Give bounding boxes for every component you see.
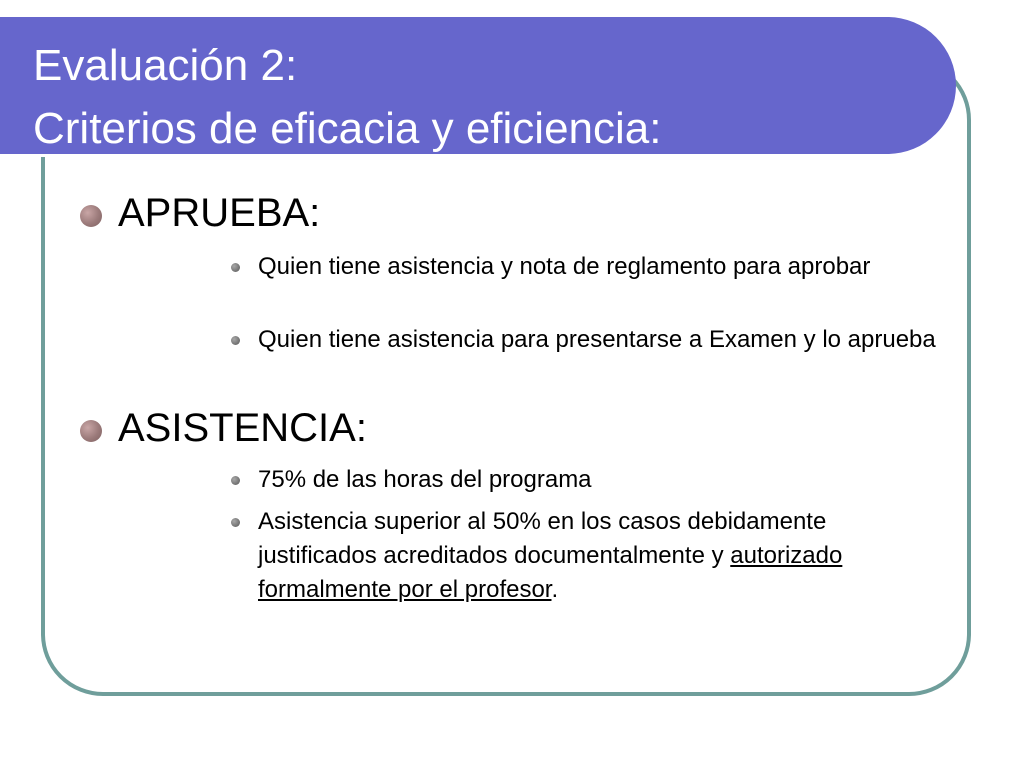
sub-bullet-icon [231, 476, 240, 485]
title-underline [0, 154, 905, 157]
bullet-icon [80, 420, 102, 442]
list-item-text-suffix: . [551, 576, 559, 603]
slide-title-line-2: Criterios de eficacia y eficiencia: [33, 104, 662, 153]
section-heading: APRUEBA: [118, 191, 321, 235]
list-item-text: 75% de las horas del programa [258, 466, 592, 493]
bullet-icon [80, 205, 102, 227]
sub-bullet-icon [231, 518, 240, 527]
list-item-text [258, 505, 938, 607]
list-item-text-prefix: Asistencia superior al 50% en los casos debidamente justificados acreditados documentalmente y [258, 508, 827, 569]
underlined-text: autorizado formalmente por el profesor [258, 542, 843, 603]
sub-bullet-icon [231, 336, 240, 345]
sub-bullet-icon [231, 263, 240, 272]
list-item-text: Quien tiene asistencia y nota de reglamento para aprobar [258, 253, 871, 280]
section-heading: ASISTENCIA: [118, 406, 367, 450]
slide-title-line-1: Evaluación 2: [33, 41, 298, 90]
title-banner [0, 17, 956, 154]
list-item-text: Quien tiene asistencia para presentarse a Examen y lo aprueba [258, 326, 936, 353]
